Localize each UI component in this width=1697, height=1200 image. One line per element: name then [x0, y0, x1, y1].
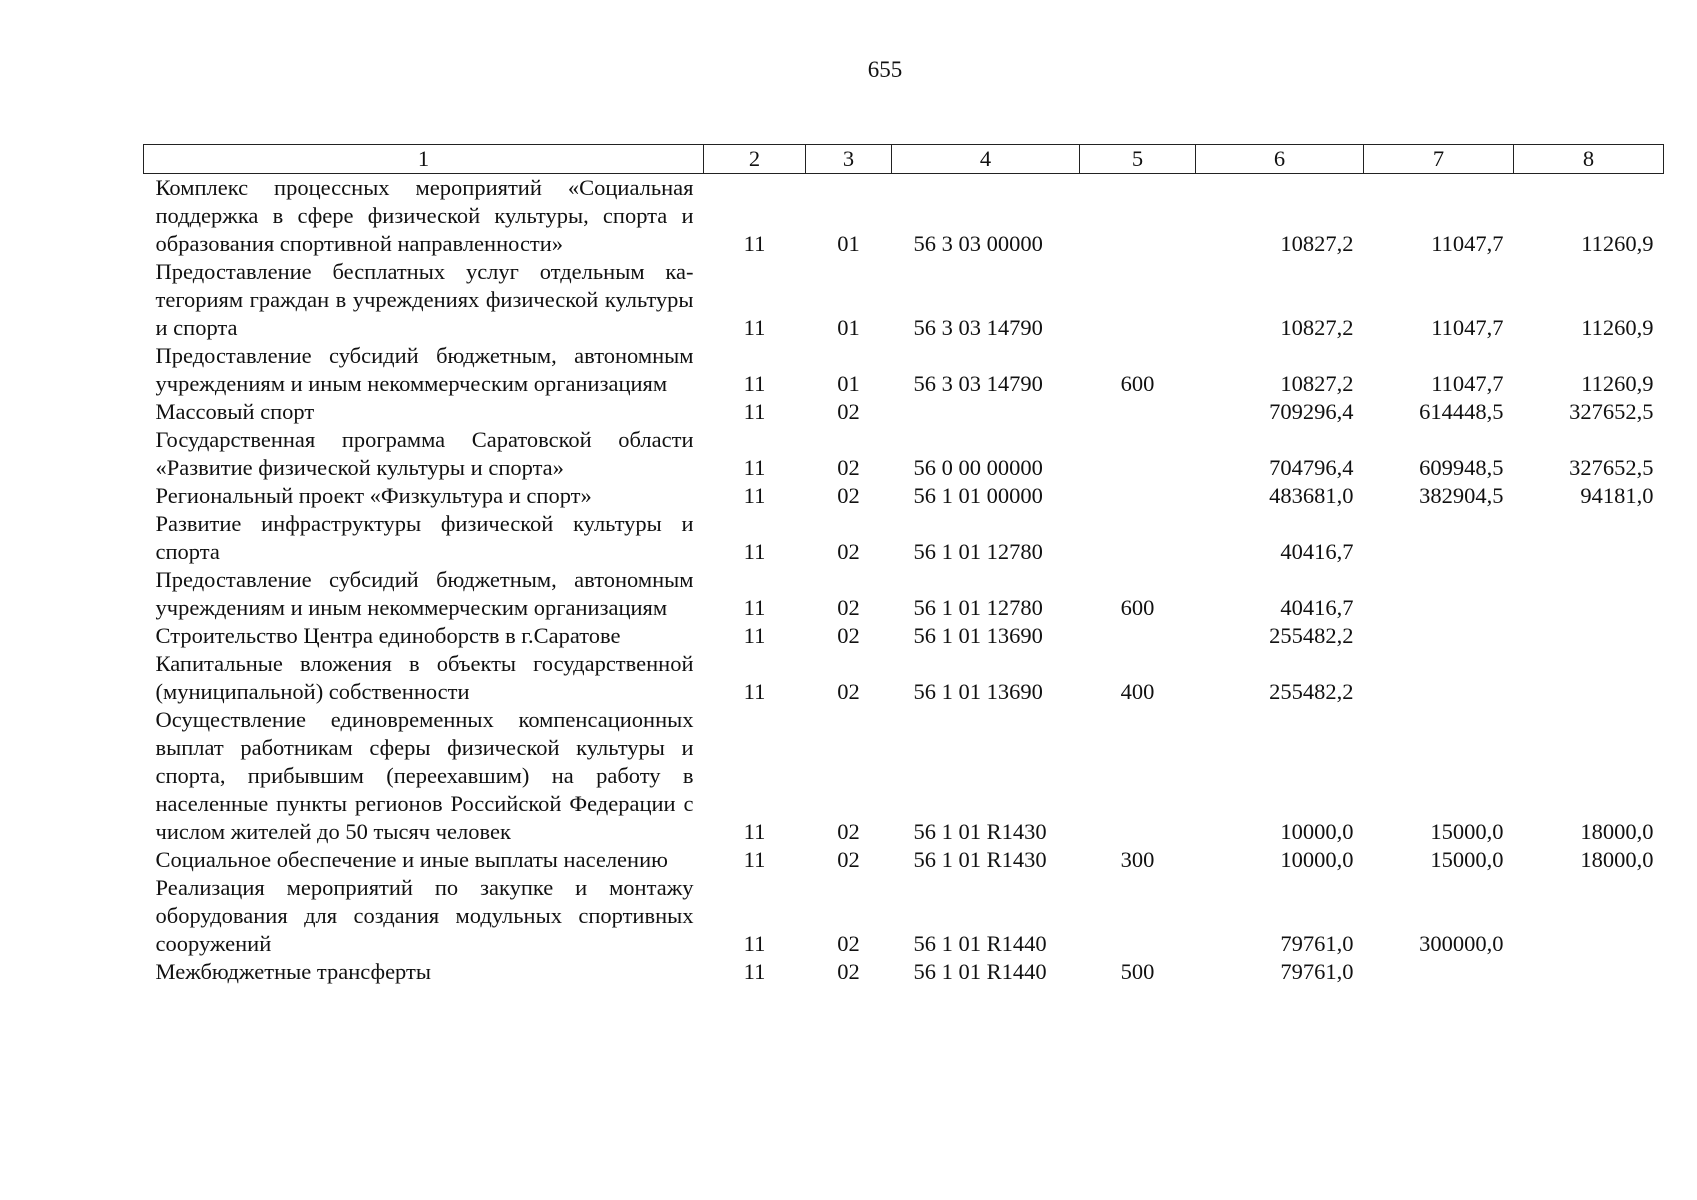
amount-col-8 — [1514, 510, 1664, 566]
table-row — [144, 650, 1664, 706]
expense-type-code: 300 — [1120, 847, 1155, 872]
table-row — [144, 342, 1664, 398]
target-article-code: 56 1 01 00000 — [913, 483, 1043, 508]
amount-col-6: 10827,2 — [1280, 371, 1354, 396]
table-row — [144, 706, 1664, 846]
amount-col-8 — [1514, 874, 1664, 958]
target-article-code — [892, 398, 1080, 426]
target-article-code: 56 1 01 12780 — [913, 595, 1043, 620]
table-row — [144, 482, 1664, 510]
amount-col-7 — [1364, 566, 1514, 622]
header-col-3: 3 — [806, 145, 892, 174]
header-col-6: 6 — [1196, 145, 1364, 174]
row-name: Строительство Центра единоборств в г.Саратове — [155, 623, 621, 648]
amount-col-6: 255482,2 — [1269, 679, 1354, 704]
target-article-code: 56 3 03 00000 — [913, 231, 1043, 256]
expense-type-code — [1080, 482, 1196, 510]
amount-col-7: 300000,0 — [1419, 931, 1504, 956]
amount-col-7 — [1364, 650, 1514, 706]
row-name: Межбюджетные трансферты — [155, 959, 431, 984]
subsection-code: 02 — [837, 679, 860, 704]
amount-col-6: 79761,0 — [1280, 931, 1354, 956]
amount-col-8: 11260,9 — [1581, 371, 1654, 396]
target-article-code: 56 1 01 R1430 — [913, 819, 1047, 844]
section-code: 11 — [743, 679, 766, 704]
amount-col-7 — [1364, 958, 1514, 986]
amount-col-8 — [1514, 650, 1664, 706]
row-name: Предоставление субсидий бюджетным, автономным учреждениям и иным некоммерческим организациям — [155, 567, 694, 620]
amount-col-6: 483681,0 — [1269, 483, 1354, 508]
header-col-2: 2 — [704, 145, 806, 174]
amount-col-8 — [1514, 958, 1664, 986]
amount-col-7: 15000,0 — [1430, 847, 1504, 872]
target-article-code: 56 1 01 R1430 — [913, 847, 1047, 872]
row-name: Предоставление субсидий бюджетным, автономным учреждениям и иным некоммерческим организациям — [155, 343, 694, 396]
amount-col-6: 40416,7 — [1280, 539, 1354, 564]
amount-col-8 — [1514, 622, 1664, 650]
subsection-code: 02 — [837, 847, 860, 872]
expense-type-code: 500 — [1120, 959, 1155, 984]
amount-col-8: 11260,9 — [1581, 315, 1654, 340]
section-code: 11 — [743, 483, 766, 508]
table-row — [144, 874, 1664, 958]
section-code: 11 — [743, 455, 766, 480]
row-name: Региональный проект «Физкультура и спорт» — [155, 483, 592, 508]
subsection-code: 02 — [837, 623, 860, 648]
subsection-code: 02 — [837, 819, 860, 844]
target-article-code: 56 0 00 00000 — [913, 455, 1043, 480]
section-code: 11 — [743, 847, 766, 872]
row-name: Осуществление единовременных компенсационных выплат работникам сферы физической культуры и спорта, прибывшим (переехавшим) на работу в населенные пункты регионов Российской Федерации с числом жителей до 50 тысяч человек — [155, 707, 694, 844]
expense-type-code: 600 — [1120, 371, 1155, 396]
subsection-code: 02 — [837, 959, 860, 984]
subsection-code: 02 — [837, 455, 860, 480]
amount-col-6: 704796,4 — [1269, 455, 1354, 480]
header-col-8: 8 — [1514, 145, 1664, 174]
header-col-1: 1 — [144, 145, 704, 174]
amount-col-8: 18000,0 — [1580, 819, 1654, 844]
section-code: 11 — [743, 959, 766, 984]
subsection-code: 02 — [837, 595, 860, 620]
section-code: 11 — [743, 539, 766, 564]
table-row — [144, 510, 1664, 566]
amount-col-7: 382904,5 — [1419, 483, 1504, 508]
table-row — [144, 958, 1664, 986]
row-name: Комплекс процессных мероприятий «Социальная поддержка в сфере физической культуры, спорта и образования спортивной направленности» — [155, 175, 694, 256]
expense-type-code — [1080, 622, 1196, 650]
amount-col-6: 40416,7 — [1280, 595, 1354, 620]
subsection-code: 02 — [837, 483, 860, 508]
row-name: Капитальные вложения в объекты государственной (муниципальной) собственности — [155, 651, 694, 704]
table-row — [144, 258, 1664, 342]
target-article-code: 56 1 01 13690 — [913, 623, 1043, 648]
expense-type-code: 400 — [1120, 679, 1155, 704]
amount-col-7: 11047,7 — [1431, 371, 1504, 396]
target-article-code: 56 1 01 12780 — [913, 539, 1043, 564]
row-name: Предоставление бесплатных услуг отдельным категориям граждан в учреждениях физической культуры и спорта — [155, 259, 694, 340]
subsection-code: 02 — [837, 931, 860, 956]
subsection-code: 01 — [837, 371, 860, 396]
expense-type-code — [1080, 706, 1196, 846]
target-article-code: 56 1 01 13690 — [913, 679, 1043, 704]
amount-col-6: 10000,0 — [1280, 847, 1354, 872]
target-article-code: 56 3 03 14790 — [913, 371, 1043, 396]
subsection-code: 01 — [837, 315, 860, 340]
table-row — [144, 566, 1664, 622]
row-name: Массовый спорт — [155, 399, 315, 424]
amount-col-8: 327652,5 — [1569, 455, 1654, 480]
expense-type-code — [1080, 258, 1196, 342]
amount-col-8: 327652,5 — [1569, 399, 1654, 424]
amount-col-8: 18000,0 — [1580, 847, 1654, 872]
subsection-code: 02 — [837, 399, 860, 424]
row-name: Государственная программа Саратовской области «Развитие физической культуры и спорта» — [155, 427, 694, 480]
expense-type-code — [1080, 510, 1196, 566]
section-code: 11 — [743, 819, 766, 844]
amount-col-7: 11047,7 — [1431, 315, 1504, 340]
target-article-code: 56 1 01 R1440 — [913, 959, 1047, 984]
expense-type-code: 600 — [1120, 595, 1155, 620]
header-col-4: 4 — [892, 145, 1080, 174]
section-code: 11 — [743, 623, 766, 648]
table-row — [144, 426, 1664, 482]
amount-col-7 — [1364, 622, 1514, 650]
amount-col-6: 255482,2 — [1269, 623, 1354, 648]
header-row — [144, 145, 1664, 174]
expense-type-code — [1080, 874, 1196, 958]
table-row — [144, 622, 1664, 650]
subsection-code: 02 — [837, 539, 860, 564]
amount-col-8: 11260,9 — [1581, 231, 1654, 256]
amount-col-6: 10827,2 — [1280, 231, 1354, 256]
table-row — [144, 398, 1664, 426]
header-col-7: 7 — [1364, 145, 1514, 174]
expense-type-code — [1080, 398, 1196, 426]
subsection-code: 01 — [837, 231, 860, 256]
amount-col-7 — [1364, 510, 1514, 566]
section-code: 11 — [743, 595, 766, 620]
expense-type-code — [1080, 426, 1196, 482]
amount-col-7: 15000,0 — [1430, 819, 1504, 844]
amount-col-7: 609948,5 — [1419, 455, 1504, 480]
amount-col-8: 94181,0 — [1580, 483, 1654, 508]
amount-col-7: 614448,5 — [1419, 399, 1504, 424]
header-col-5: 5 — [1080, 145, 1196, 174]
amount-col-7: 11047,7 — [1431, 231, 1504, 256]
section-code: 11 — [743, 315, 766, 340]
budget-table — [143, 144, 1664, 986]
expense-type-code — [1080, 174, 1196, 259]
section-code: 11 — [743, 399, 766, 424]
row-name: Социальное обеспечение и иные выплаты населению — [155, 847, 668, 872]
table-row — [144, 846, 1664, 874]
target-article-code: 56 3 03 14790 — [913, 315, 1043, 340]
table-row — [144, 174, 1664, 259]
amount-col-6: 79761,0 — [1280, 959, 1354, 984]
row-name: Реализация мероприятий по закупке и монтажу оборудования для создания модульных спортивных сооружений — [155, 875, 694, 956]
section-code: 11 — [743, 371, 766, 396]
section-code: 11 — [743, 231, 766, 256]
section-code: 11 — [743, 931, 766, 956]
target-article-code: 56 1 01 R1440 — [913, 931, 1047, 956]
amount-col-6: 10827,2 — [1280, 315, 1354, 340]
amount-col-8 — [1514, 566, 1664, 622]
amount-col-6: 10000,0 — [1280, 819, 1354, 844]
page-number: 655 — [867, 57, 903, 82]
row-name: Развитие инфраструктуры физической культуры и спорта — [155, 511, 694, 564]
amount-col-6: 709296,4 — [1269, 399, 1354, 424]
